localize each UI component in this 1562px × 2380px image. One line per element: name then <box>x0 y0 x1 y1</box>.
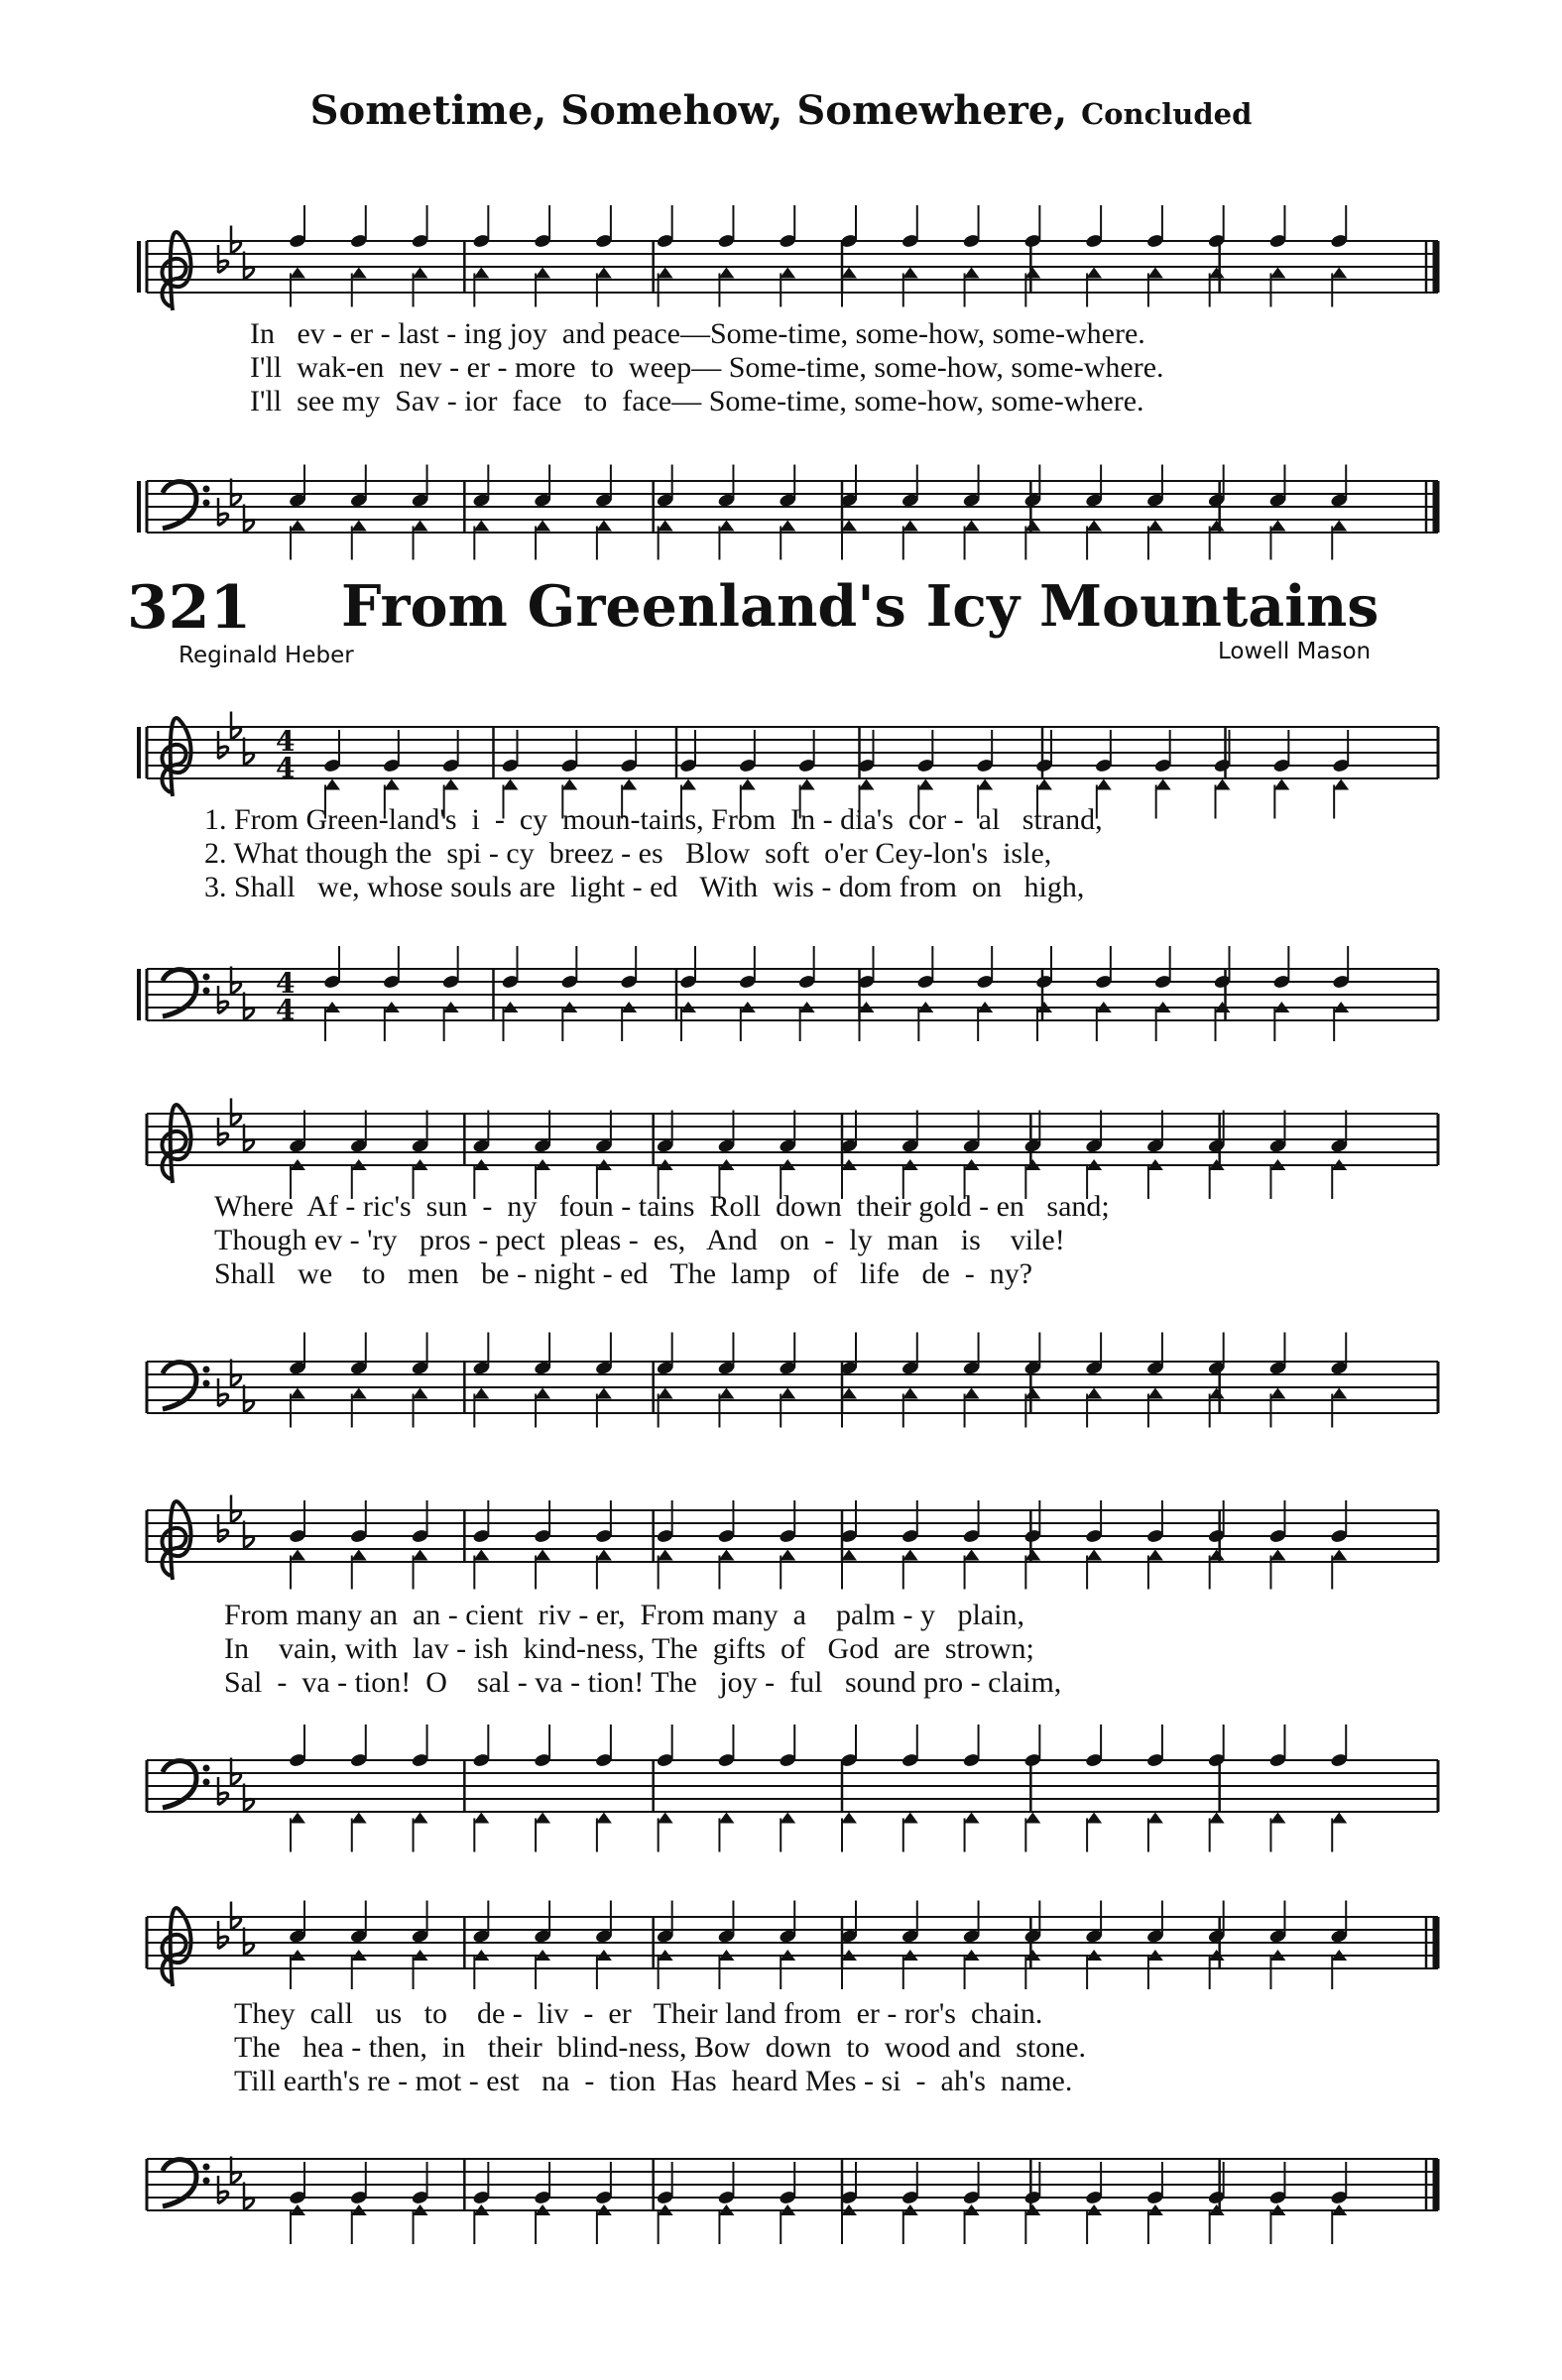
svg-text:4: 4 <box>276 994 296 1026</box>
system-4-treble-staff <box>127 1862 1458 2011</box>
system-2-lyric-line-1: Where Af - ric's sun - ny foun - tains Roll down their gold - en sand; <box>214 1190 1110 1223</box>
hymn-title: From Greenland's Icy Mountains <box>341 573 1380 640</box>
previous-hymn-concluded-label: Concluded <box>1081 97 1253 131</box>
system-1-bass-staff <box>127 914 1458 1063</box>
svg-text:4: 4 <box>276 752 296 784</box>
system-4-lyric-line-3: Till earth's re - mot - est na - tion Has heard Mes - si - ah's name. <box>234 2065 1073 2097</box>
system-1-lyric-line-3: 3. Shall we, whose souls are light - ed With wis - dom from on high, <box>204 871 1085 903</box>
previous-lyric-line-2: I'll wak-en nev - er - more to weep— Some-time, some-how, some-where. <box>250 351 1164 384</box>
words-credit: Reginald Heber <box>179 643 354 668</box>
previous-hymn-title-text: Sometime, Somehow, Somewhere, <box>309 87 1068 134</box>
previous-hymn-title <box>0 87 1562 134</box>
music-credit: Lowell Mason <box>1218 639 1372 664</box>
system-1-lyric-line-2: 2. What though the spi - cy breez - es Blow soft o'er Cey-lon's isle, <box>204 837 1052 870</box>
previous-lyric-line-1: In ev - er - last - ing joy and peace—Some-time, some-how, some-where. <box>250 317 1145 350</box>
previous-treble-staff <box>127 186 1458 335</box>
system-4-lyric-line-2: The hea - then, in their blind-ness, Bow down to wood and stone. <box>234 2031 1087 2064</box>
system-2-lyric-line-2: Though ev - 'ry pros - pect pleas - es, And on - ly man is vile! <box>214 1224 1065 1256</box>
system-3-treble-staff <box>127 1456 1458 1605</box>
system-3-lyric-line-3: Sal - va - tion! O sal - va - tion! The joy - ful sound pro - claim, <box>224 1666 1062 1699</box>
system-4-bass-staff <box>127 2104 1458 2253</box>
system-1-treble-staff <box>127 672 1458 821</box>
system-3-bass-staff <box>127 1706 1458 1854</box>
svg-text:4: 4 <box>276 967 296 1000</box>
system-4-lyric-line-1: They call us to de - liv - er Their land from er - ror's chain. <box>234 1997 1043 2030</box>
hymn-number: 321 <box>127 573 252 643</box>
previous-bass-staff <box>127 426 1458 575</box>
svg-text:4: 4 <box>276 725 296 758</box>
system-1-lyric-line-1: 1. From Green-land's i - cy moun-tains, From In - dia's cor - al strand, <box>204 803 1103 836</box>
system-3-lyric-line-1: From many an an - cient riv - er, From many a palm - y plain, <box>224 1599 1024 1631</box>
system-2-treble-staff <box>127 1059 1458 1208</box>
system-2-lyric-line-3: Shall we to men be - night - ed The lamp of life de - ny? <box>214 1257 1033 1290</box>
system-2-bass-staff <box>127 1307 1458 1456</box>
previous-lyric-line-3: I'll see my Sav - ior face to face— Some-time, some-how, some-where. <box>250 385 1144 417</box>
system-3-lyric-line-2: In vain, with lav - ish kind-ness, The gifts of God are strown; <box>224 1632 1034 1665</box>
